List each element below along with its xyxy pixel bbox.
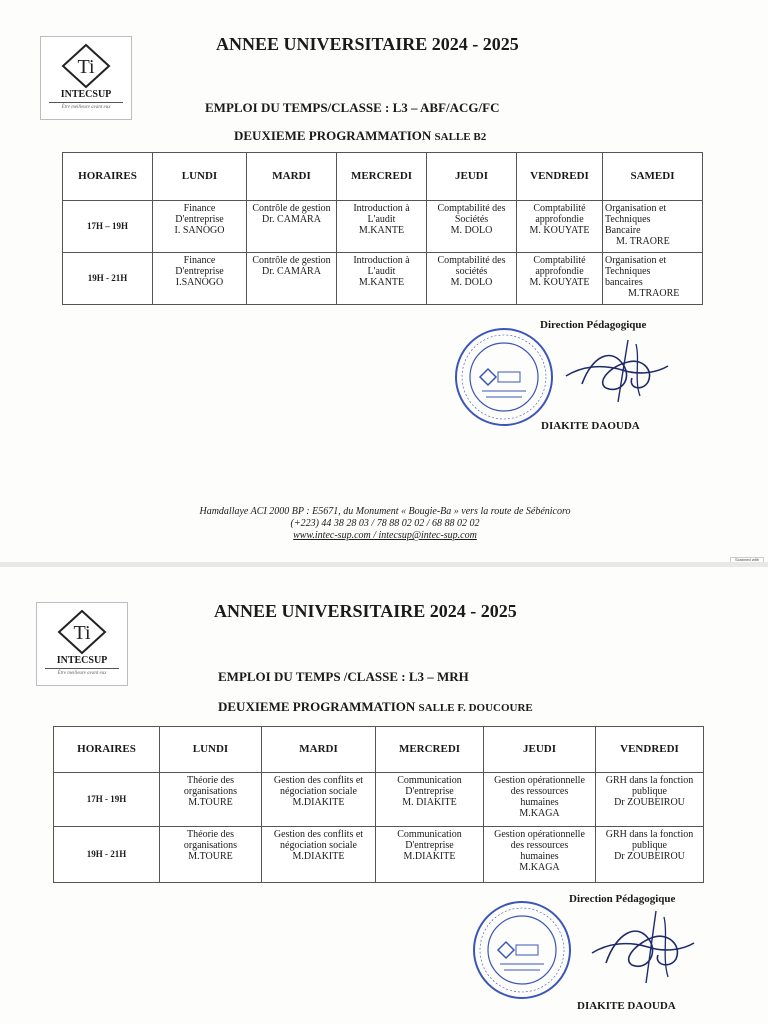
course-title-line: organisations bbox=[183, 786, 238, 797]
header-samedi: SAMEDI bbox=[603, 153, 703, 201]
footer-contact-link[interactable]: www.intec-sup.com / intecsup@intec-sup.com bbox=[293, 530, 477, 541]
logo-divider bbox=[49, 102, 123, 103]
course-title-line: Organisation et bbox=[605, 203, 667, 214]
time-slot-cell: 19H - 21H bbox=[63, 253, 153, 305]
course-cell bbox=[517, 201, 603, 253]
programmation-label: DEUXIEME PROGRAMMATION bbox=[218, 699, 416, 714]
instructor-name: M.KAGA bbox=[519, 862, 560, 873]
course-title-line: Communication bbox=[397, 775, 462, 786]
room-label: SALLE F. DOUCOURE bbox=[418, 702, 533, 714]
course-title-line: négociation sociale bbox=[280, 786, 357, 797]
course-title-line: L'audit bbox=[367, 214, 396, 225]
course-title-line: Comptabilité des bbox=[437, 203, 506, 214]
instructor-name: M. KOUYATE bbox=[529, 225, 590, 236]
course-title-line: Contrôle de gestion bbox=[252, 255, 331, 266]
course-title-line: approfondie bbox=[535, 214, 584, 225]
instructor-name: M.TOURE bbox=[188, 797, 233, 808]
intecsup-logo bbox=[36, 602, 128, 686]
course-title-line: Finance bbox=[183, 255, 216, 266]
instructor-name: M.DIAKITE bbox=[292, 851, 345, 862]
time-slot-cell: 17H - 19H bbox=[54, 773, 160, 827]
table-row bbox=[54, 773, 704, 827]
instructor-name: M. DIAKITE bbox=[402, 797, 457, 808]
official-stamp bbox=[452, 325, 556, 429]
course-title-line: D'entreprise bbox=[405, 786, 454, 797]
course-title-line: Contrôle de gestion bbox=[252, 203, 331, 214]
header-mercredi: MERCREDI bbox=[376, 727, 484, 773]
instructor-name: M.KANTE bbox=[358, 277, 405, 288]
course-title-line: D'entreprise bbox=[175, 266, 224, 277]
instructor-name: I.SANOGO bbox=[175, 277, 224, 288]
course-cell bbox=[596, 773, 704, 827]
svg-text:Ti: Ti bbox=[73, 622, 91, 644]
header-jeudi: JEUDI bbox=[427, 153, 517, 201]
instructor-name: M.DIAKITE bbox=[403, 851, 456, 862]
course-cell bbox=[247, 201, 337, 253]
instructor-name: M. DOLO bbox=[450, 277, 493, 288]
course-title-line: des ressources bbox=[510, 786, 569, 797]
instructor-name: Dr ZOUBEIROU bbox=[614, 797, 685, 808]
svg-text:Ti: Ti bbox=[77, 56, 95, 78]
schedule-table bbox=[53, 726, 704, 883]
course-cell bbox=[427, 201, 517, 253]
instructor-name: M. KOUYATE bbox=[529, 277, 590, 288]
course-title-line: Gestion des conflits et bbox=[273, 775, 364, 786]
course-title-line: Comptabilité bbox=[533, 255, 586, 266]
course-cell bbox=[603, 201, 703, 253]
course-cell bbox=[603, 253, 703, 305]
course-cell bbox=[262, 773, 376, 827]
logo-tagline: Être meilleure avant eux bbox=[61, 105, 111, 110]
class-heading: EMPLOI DU TEMPS /CLASSE : L3 – MRH bbox=[218, 669, 469, 684]
footer-phones: (+223) 44 38 28 03 / 78 88 02 02 / 68 88 02 02 bbox=[290, 518, 480, 529]
course-title-line: GRH dans la fonction bbox=[605, 829, 694, 840]
header-mardi: MARDI bbox=[262, 727, 376, 773]
course-title-line: GRH dans la fonction bbox=[605, 775, 694, 786]
header-horaires: HORAIRES bbox=[63, 153, 153, 201]
course-title-line: L'audit bbox=[367, 266, 396, 277]
page-footer bbox=[160, 506, 610, 542]
header-lundi: LUNDI bbox=[160, 727, 262, 773]
intecsup-emblem-icon bbox=[55, 609, 109, 655]
schedule-table bbox=[62, 152, 703, 305]
direction-label: Direction Pédagogique bbox=[540, 319, 647, 331]
time-slot-cell: 17H – 19H bbox=[63, 201, 153, 253]
course-title-line: Techniques bbox=[605, 266, 651, 277]
instructor-name: Dr ZOUBEIROU bbox=[614, 851, 685, 862]
director-name: DIAKITE DAOUDA bbox=[577, 1000, 676, 1012]
course-title-line: Organisation et bbox=[605, 255, 667, 266]
course-cell bbox=[337, 253, 427, 305]
course-title-line: Techniques bbox=[605, 214, 651, 225]
header-mardi: MARDI bbox=[247, 153, 337, 201]
director-name: DIAKITE DAOUDA bbox=[541, 420, 640, 432]
course-title-line: D'entreprise bbox=[175, 214, 224, 225]
header-vendredi: VENDREDI bbox=[596, 727, 704, 773]
table-row bbox=[63, 253, 703, 305]
table-row bbox=[54, 827, 704, 883]
instructor-name: M. TRAORE bbox=[616, 236, 670, 247]
course-title-line: bancaires bbox=[605, 277, 643, 288]
scanner-watermark: Scanned with bbox=[730, 557, 764, 569]
course-title-line: Gestion des conflits et bbox=[273, 829, 364, 840]
instructor-name: I. SANOGO bbox=[174, 225, 225, 236]
direction-label: Direction Pédagogique bbox=[569, 893, 676, 905]
course-cell bbox=[376, 827, 484, 883]
instructor-name: M.KAGA bbox=[519, 808, 560, 819]
course-cell bbox=[517, 253, 603, 305]
course-title-line: Communication bbox=[397, 829, 462, 840]
instructor-name: M.DIAKITE bbox=[292, 797, 345, 808]
course-title-line: Comptabilité des bbox=[437, 255, 506, 266]
course-title-line: Gestion opérationnelle bbox=[494, 829, 585, 840]
course-title-line: organisations bbox=[183, 840, 238, 851]
header-vendredi: VENDREDI bbox=[517, 153, 603, 201]
instructor-name: M.KANTE bbox=[358, 225, 405, 236]
programmation-label: DEUXIEME PROGRAMMATION bbox=[234, 128, 432, 143]
course-title-line: Comptabilité bbox=[533, 203, 586, 214]
course-title-line: Introduction à bbox=[353, 203, 410, 214]
instructor-name: Dr. CAMARA bbox=[262, 266, 321, 277]
course-cell bbox=[484, 827, 596, 883]
course-title-line: des ressources bbox=[510, 840, 569, 851]
director-signature bbox=[588, 907, 698, 987]
course-title-line: Théorie des bbox=[187, 775, 234, 786]
time-slot-cell: 19H - 21H bbox=[54, 827, 160, 883]
official-stamp bbox=[470, 898, 574, 1002]
table-row bbox=[63, 201, 703, 253]
course-title-line: publique bbox=[632, 786, 667, 797]
class-heading: EMPLOI DU TEMPS/CLASSE : L3 – ABF/ACG/FC bbox=[205, 100, 500, 115]
course-cell bbox=[153, 201, 247, 253]
intecsup-logo bbox=[40, 36, 132, 120]
header-lundi: LUNDI bbox=[153, 153, 247, 201]
course-title-line: Théorie des bbox=[187, 829, 234, 840]
header-horaires: HORAIRES bbox=[54, 727, 160, 773]
instructor-name: M. DOLO bbox=[450, 225, 493, 236]
programmation-heading bbox=[234, 128, 486, 144]
course-title-line: humaines bbox=[520, 851, 559, 862]
course-title-line: Sociétés bbox=[454, 214, 489, 225]
instructor-name: Dr. CAMARA bbox=[262, 214, 321, 225]
course-cell bbox=[427, 253, 517, 305]
course-cell bbox=[153, 253, 247, 305]
course-title-line: négociation sociale bbox=[280, 840, 357, 851]
course-cell bbox=[337, 201, 427, 253]
programmation-heading bbox=[218, 699, 533, 715]
director-signature bbox=[562, 336, 672, 406]
course-title-line: Gestion opérationnelle bbox=[494, 775, 585, 786]
page-title: ANNEE UNIVERSITAIRE 2024 - 2025 bbox=[214, 601, 517, 621]
course-cell bbox=[484, 773, 596, 827]
logo-name: INTECSUP bbox=[60, 89, 112, 100]
logo-divider bbox=[45, 668, 119, 669]
course-cell bbox=[160, 773, 262, 827]
course-cell bbox=[262, 827, 376, 883]
instructor-name: M.TOURE bbox=[188, 851, 233, 862]
logo-name: INTECSUP bbox=[56, 655, 108, 666]
course-cell bbox=[376, 773, 484, 827]
course-title-line: Introduction à bbox=[353, 255, 410, 266]
table-header-row bbox=[63, 153, 703, 201]
course-cell bbox=[160, 827, 262, 883]
header-jeudi: JEUDI bbox=[484, 727, 596, 773]
room-label: SALLE B2 bbox=[434, 131, 487, 143]
table-header-row bbox=[54, 727, 704, 773]
course-title-line: D'entreprise bbox=[405, 840, 454, 851]
course-cell bbox=[596, 827, 704, 883]
intecsup-emblem-icon bbox=[59, 43, 113, 89]
course-title-line: Bancaire bbox=[605, 225, 641, 236]
course-title-line: approfondie bbox=[535, 266, 584, 277]
course-title-line: Finance bbox=[183, 203, 216, 214]
instructor-name: M.TRAORE bbox=[628, 288, 680, 299]
header-mercredi: MERCREDI bbox=[337, 153, 427, 201]
logo-tagline: Être meilleure avant eux bbox=[57, 671, 107, 676]
footer-address: Hamdallaye ACI 2000 BP : E5671, du Monument « Bougie-Ba » vers la route de Sébénicoro bbox=[199, 506, 571, 517]
course-cell bbox=[247, 253, 337, 305]
schedule-page-2 bbox=[0, 567, 768, 1024]
course-title-line: publique bbox=[632, 840, 667, 851]
page-title: ANNEE UNIVERSITAIRE 2024 - 2025 bbox=[216, 34, 519, 54]
course-title-line: humaines bbox=[520, 797, 559, 808]
course-title-line: sociétés bbox=[455, 266, 488, 277]
